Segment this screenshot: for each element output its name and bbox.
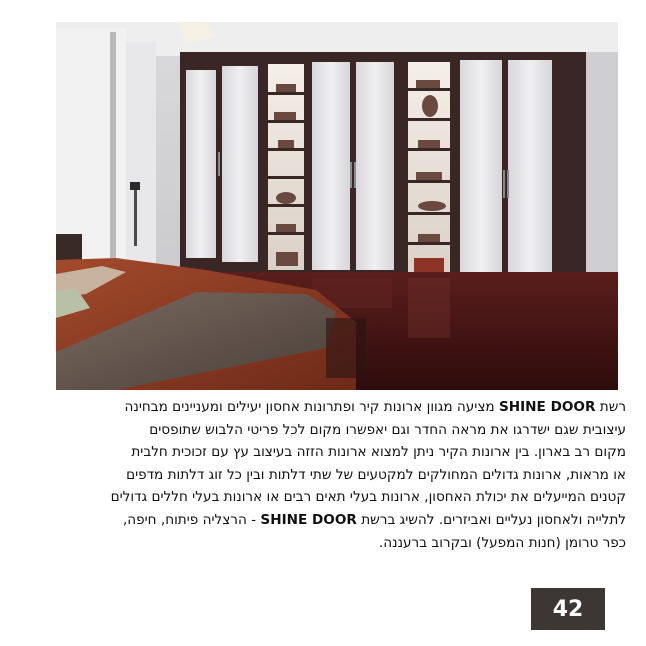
article-text: מציעה מגוון ארונות קיר ופתרונות אחסון יעילים ומעניינים מבחינה — [124, 399, 499, 415]
article-line — [40, 509, 626, 532]
page-number: 42 — [552, 596, 584, 622]
article-line — [40, 441, 626, 464]
article-line — [40, 419, 626, 442]
article-text: - הרצליה פיתוח, חיפה, — [122, 511, 261, 528]
article-line — [40, 486, 626, 509]
article-text: קטנים המייעלים את יכולת האחסון, ארונות בעלי תאים רבים או ארונות בעלי חללים גדולים — [110, 489, 626, 506]
article-line — [40, 532, 626, 555]
article-text: לתלייה ולאחסון נעליים ואביזרים. להשיג ברשת — [356, 511, 626, 528]
article-line — [40, 464, 626, 487]
page-number-box — [531, 588, 605, 630]
article-body — [40, 396, 626, 554]
article-text: או מראות, ארונות גדולים המחולקים למקטעים של שתי דלתות ובין כל זוג דלתות מדפים — [126, 466, 626, 483]
bedroom-wardrobe-photo — [56, 22, 618, 390]
article-line — [40, 396, 626, 419]
article-text: כפר טרומן (חנות המפעל) ובקרוב ברעננה. — [378, 534, 626, 551]
brand-name: SHINE DOOR — [260, 511, 357, 528]
article-text: רשת — [595, 399, 626, 415]
article-text: מקום רב בארון. בין ארונות הקיר ניתן למצוא ארונות הזזה בעיצוב עץ עם זכוכית חלבית — [131, 444, 626, 461]
brand-name: SHINE DOOR — [498, 399, 596, 415]
article-text: עיצובית שגם ישדרגו את מראה החדר וגם יאפשרו מקום לכל פריטי הלבוש שתופסים — [149, 421, 626, 438]
